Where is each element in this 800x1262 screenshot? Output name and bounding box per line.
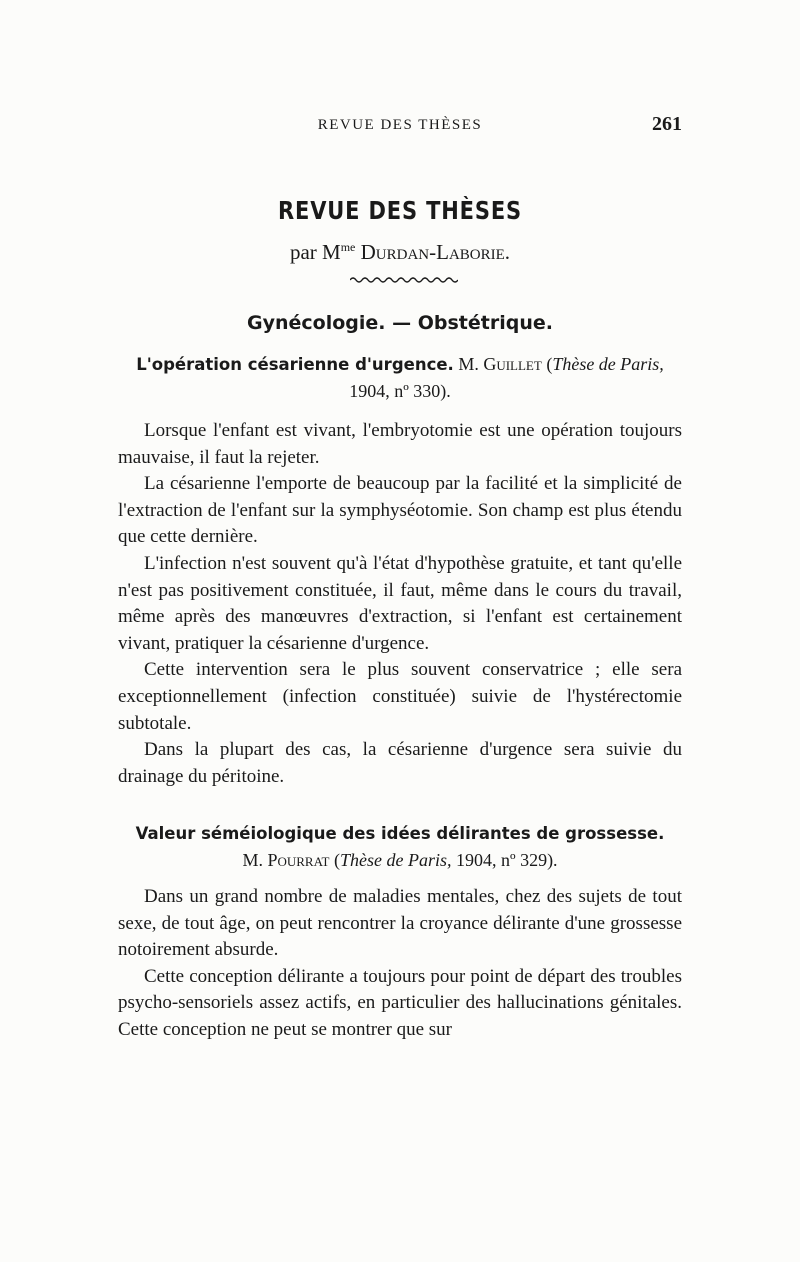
entry1-title: L'opération césarienne d'urgence. bbox=[136, 355, 454, 374]
entry1-paragraph: Cette intervention sera le plus souvent conservatrice ; elle sera exceptionnellement (infection constituée) suivie de l'hystérectomie subtotale. bbox=[118, 659, 682, 734]
entry1-paragraph: Dans la plupart des cas, la césarienne d'urgence sera suivie du drainage du péritoine. bbox=[118, 739, 682, 787]
entry1-cite-rest: 1904, nº 330). bbox=[349, 381, 451, 401]
entry2-author-prefix: M. bbox=[242, 850, 268, 870]
entry2-author: Pourrat bbox=[267, 850, 330, 870]
entry1-paragraph: L'infection n'est souvent qu'à l'état d'hypothèse gratuite, et tant qu'elle n'est pas positivement constituée, il faut, même dans le cours du travail, même après des manœuvres d'extraction, si l'enfant est certainement vivant, pratiquer la césarienne d'urgence. bbox=[118, 552, 682, 654]
entry2-cite-open: ( bbox=[329, 850, 340, 870]
entry2-title: Valeur séméiologique des idées délirantes de grossesse. bbox=[135, 824, 665, 843]
entry1-cite-open: ( bbox=[541, 354, 553, 374]
entry1-body bbox=[118, 418, 682, 790]
article-title: REVUE DES THÈSES bbox=[278, 196, 522, 225]
entry2-paragraph: Cette conception délirante a toujours pour point de départ des troubles psycho-sensoriels assez actifs, en particulier des hallucinations génitales. Cette conception ne peut se montrer que sur bbox=[118, 965, 682, 1040]
entry1-paragraph: Lorsque l'enfant est vivant, l'embryotomie est une opération toujours mauvaise, il faut la rejeter. bbox=[118, 420, 682, 468]
entry1-heading bbox=[118, 351, 682, 404]
byline-prefix: par M bbox=[289, 240, 341, 264]
byline-author: Durdan-Laborie. bbox=[360, 240, 511, 264]
entry1-author-prefix: M. bbox=[453, 354, 484, 374]
entry2-paragraph: Dans un grand nombre de maladies mentales, chez des sujets de tout sexe, de tout âge, on peut rencontrer la croyance délirante d'une grossesse notoirement absurde. bbox=[118, 886, 682, 961]
byline-superscript: me bbox=[340, 240, 356, 254]
section-heading: Gynécologie. — Obstétrique. bbox=[247, 312, 553, 334]
entry2-body bbox=[118, 884, 682, 1044]
entry2-heading bbox=[118, 820, 682, 873]
entry1-paragraph: La césarienne l'emporte de beaucoup par la facilité et la simplicité de l'extraction de l'enfant sur la symphyséotomie. Son champ est plus étendu que cette dernière. bbox=[118, 473, 682, 548]
entry2-cite-rest: 1904, nº 329). bbox=[451, 850, 558, 870]
entry1-cite-italic: Thèse de Paris, bbox=[552, 354, 664, 374]
byline bbox=[0, 240, 800, 265]
page-number: 261 bbox=[652, 113, 682, 135]
entry2-cite-italic: Thèse de Paris, bbox=[339, 850, 452, 870]
wavy-rule-ornament bbox=[350, 275, 458, 285]
entry1-author: Guillet bbox=[483, 354, 542, 374]
running-head-title: REVUE DES THÈSES bbox=[317, 117, 483, 133]
running-head bbox=[118, 113, 682, 137]
